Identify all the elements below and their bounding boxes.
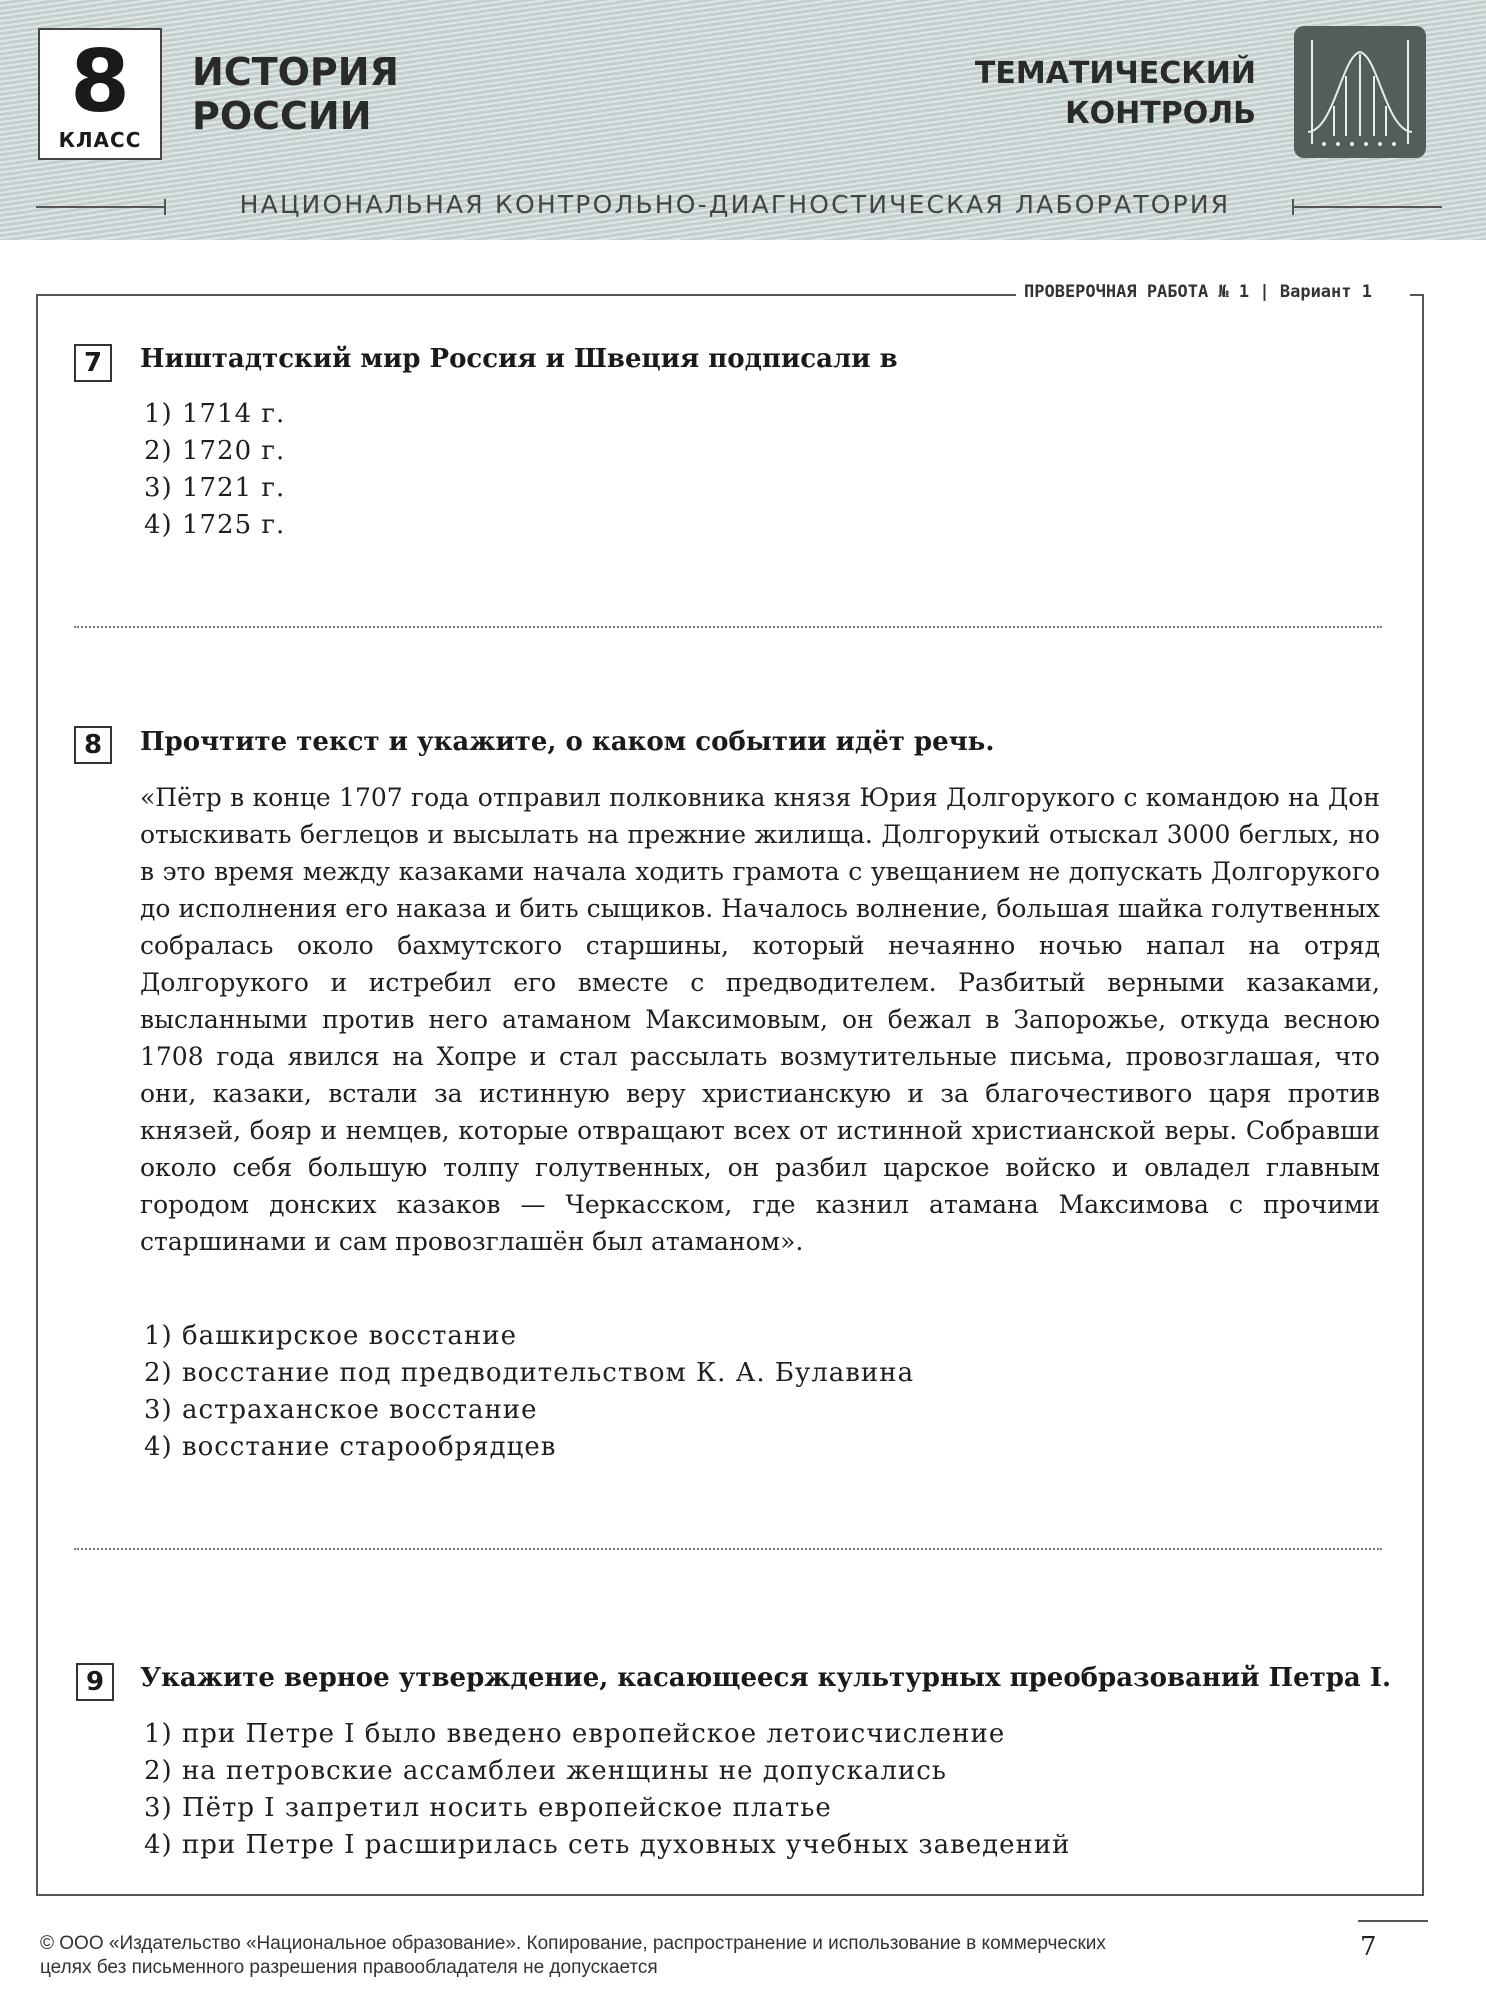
control-line-2: КОНТРОЛЬ — [1065, 96, 1256, 131]
frame-top-rule-end — [1410, 294, 1422, 296]
question-9-option: 4) при Петре I расширилась сеть духовных учебных заведений — [144, 1830, 1071, 1860]
question-8-option: 3) астраханское восстание — [144, 1395, 538, 1425]
lab-name: НАЦИОНАЛЬНАЯ КОНТРОЛЬНО-ДИАГНОСТИЧЕСКАЯ ЛАБОРАТОРИЯ — [239, 190, 1231, 219]
copyright-line-1: © ООО «Издательство «Национальное образование». Копирование, распространение и использование в коммерческих — [40, 1933, 1106, 1954]
control-title — [975, 54, 1256, 134]
subject-title — [192, 50, 399, 138]
question-9-option: 3) Пётр I запретил носить европейское платье — [144, 1793, 832, 1823]
page-header — [0, 0, 1486, 240]
bell-curve-logo-icon — [1294, 26, 1426, 158]
lab-rule-right — [1292, 206, 1442, 208]
answer-separator — [74, 626, 1382, 628]
question-8-number: 8 — [74, 726, 112, 764]
frame-top-rule — [36, 294, 1016, 296]
question-8-title: Прочтите текст и укажите, о каком событии идёт речь. — [140, 727, 995, 757]
question-9-title: Укажите верное утверждение, касающееся культурных преобразований Петра I. — [140, 1663, 1392, 1693]
copyright-notice — [40, 1932, 1106, 1980]
question-8-option: 2) восстание под предводительством К. А. Булавина — [144, 1358, 915, 1388]
grade-badge — [38, 28, 162, 160]
lab-tick-left — [164, 199, 166, 215]
control-line-1: ТЕМАТИЧЕСКИЙ — [974, 56, 1256, 91]
question-7-option: 1) 1714 г. — [144, 399, 286, 429]
work-label: ПРОВЕРОЧНАЯ РАБОТА № 1 | Вариант 1 — [1020, 282, 1376, 302]
page-number: 7 — [1360, 1932, 1377, 1962]
lab-rule-left — [36, 206, 166, 208]
question-9-option: 1) при Петре I было введено европейское летоисчисление — [144, 1719, 1006, 1749]
question-9-option: 2) на петровские ассамблеи женщины не допускались — [144, 1756, 947, 1786]
question-7-option: 2) 1720 г. — [144, 436, 286, 466]
question-7-options — [144, 396, 285, 544]
grade-number: 8 — [70, 32, 130, 132]
question-8-passage: «Пётр в конце 1707 года отправил полковника князя Юрия Долгорукого с командою на Дон отыскивать беглецов и высылать на прежние жилища. Долгорукий отыскал 3000 беглых, но в это время между казаками начала ходить грамота с увещанием не допускать Долгорукого до исполнения его наказа и бить сыщиков. Началось волнение, большая шайка голутвенных собралась около бахмутского старшины, который нечаянно ночью напал на отряд Долгорукого и истребил его вместе с предводителем. Разбитый верными казаками, высланными против него атаманом Максимовым, он бежал в Запорожье, откуда весною 1708 года явился на Хопре и стал рассылать возмутительные письма, провозглашая, что они, казаки, встали за истинную веру христианскую и за благочестивого царя против князей, бояр и немцев, которые отвращают всех от истинной христианской веры. Собравши около себя большую толпу голутвенных, он разбил царское войско и овладел главным городом донских казаков — Черкасском, где казнил атамана Максимова с прочими старшинами и сам провозглашён был атаманом». — [140, 783, 1380, 1256]
page-number-rule — [1358, 1920, 1428, 1922]
question-7-title: Ништадтский мир Россия и Швеция подписали в — [140, 344, 898, 374]
subject-line-2: РОССИИ — [192, 94, 372, 138]
question-9-number: 9 — [76, 1663, 114, 1701]
grade-word: КЛАСС — [58, 128, 142, 152]
question-8-option: 1) башкирское восстание — [144, 1321, 517, 1351]
subject-line-1: ИСТОРИЯ — [192, 50, 399, 94]
question-8-option: 4) восстание старообрядцев — [144, 1432, 557, 1462]
question-8-options — [144, 1318, 914, 1466]
question-7-option: 3) 1721 г. — [144, 473, 286, 503]
question-9-options — [144, 1716, 1071, 1864]
copyright-line-2: целях без письменного разрешения правообладателя не допускается — [40, 1957, 658, 1978]
question-7-number: 7 — [74, 344, 112, 382]
answer-separator — [74, 1548, 1382, 1550]
question-7-option: 4) 1725 г. — [144, 510, 286, 540]
